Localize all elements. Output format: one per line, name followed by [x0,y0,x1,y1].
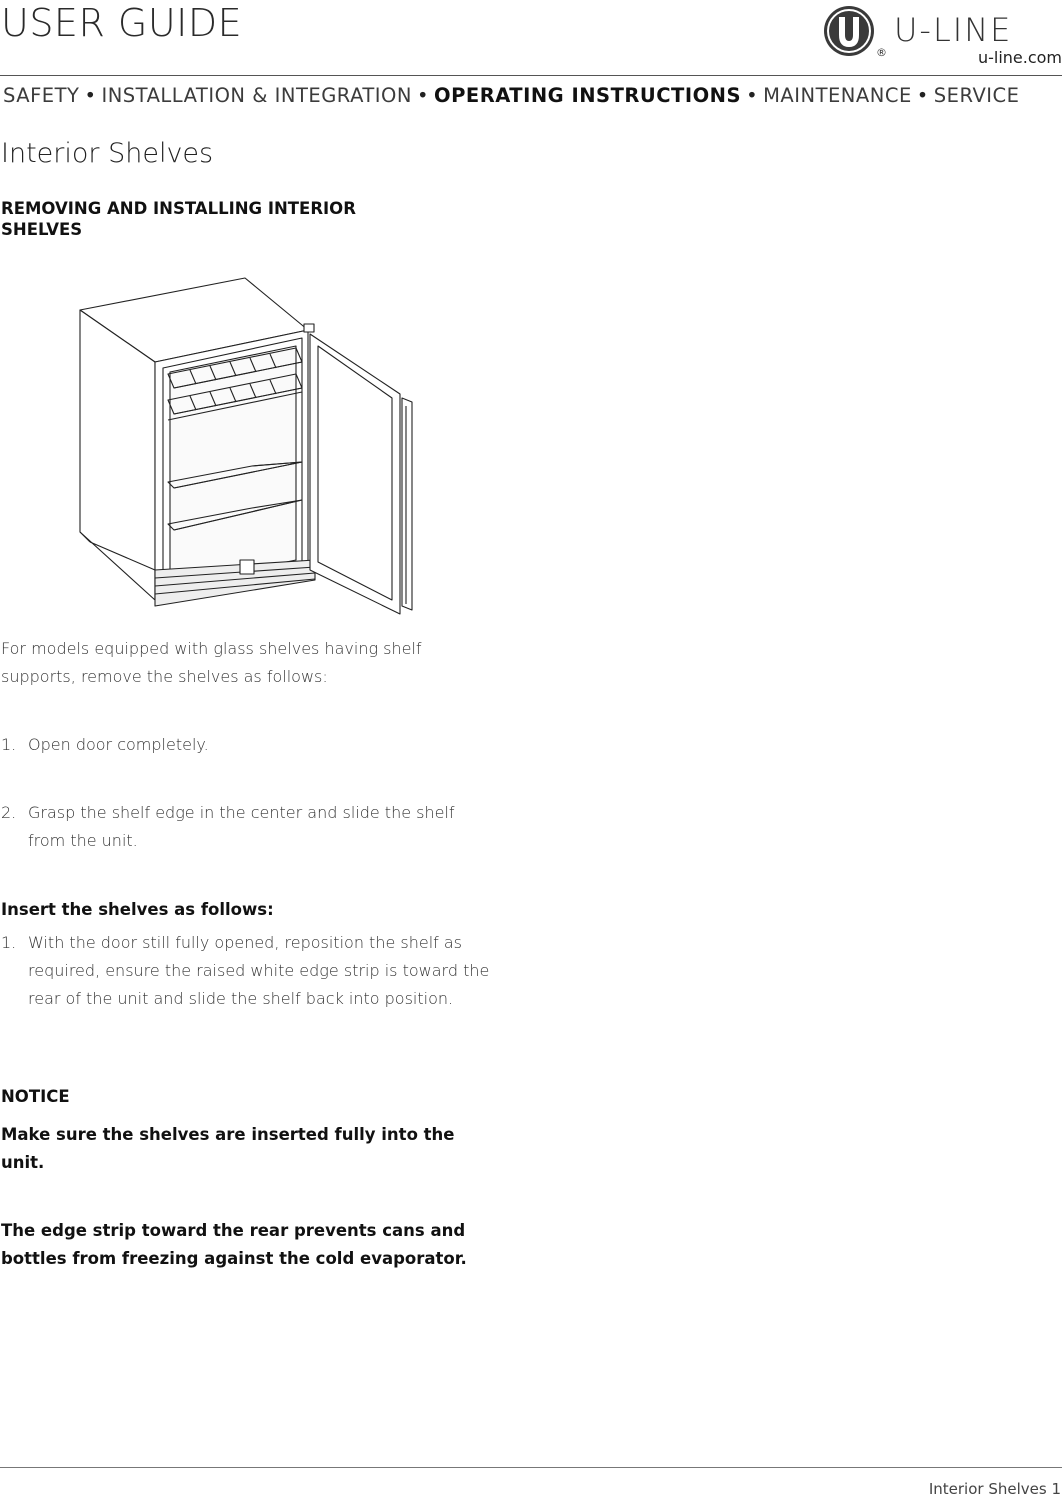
u-line-logo-icon [822,2,884,64]
page-heading: Interior Shelves [1,138,214,169]
step-text: Grasp the shelf edge in the center and slide the shelf from the unit. [28,803,455,850]
footer-divider [0,1467,1062,1468]
nav-item-installation: INSTALLATION & INTEGRATION [101,84,412,107]
brand-block [822,2,1062,68]
nav-separator: • [746,84,759,107]
notice-text: The edge strip toward the rear prevents cans and bottles from freezing against the cold evaporator. [1,1221,467,1268]
nav-item-operating-instructions: OPERATING INSTRUCTIONS [434,84,742,107]
section-subheading: REMOVING AND INSTALLING INTERIOR SHELVES [1,199,356,239]
insert-step-1 [1,929,491,1013]
nav-separator: • [84,84,97,107]
notice-heading: NOTICE [1,1087,70,1106]
brand-url: u-line.com [977,48,1062,67]
insert-heading: Insert the shelves as follows: [1,900,274,919]
page-footer-label: Interior Shelves 1 [928,1480,1061,1498]
registered-mark: ® [876,46,887,59]
step-text: Open door completely. [28,735,209,754]
step-number: 1. [1,735,17,754]
notice-text: Make sure the shelves are inserted fully into the unit. [1,1125,455,1172]
header-divider [0,75,1062,76]
brand-wordmark: U-LINE [894,11,1013,49]
nav-item-service: SERVICE [933,84,1020,107]
remove-step-1 [1,731,491,759]
section-nav [3,84,1061,108]
intro-paragraph: For models equipped with glass shelves having shelf supports, remove the shelves as follows: [1,639,422,686]
step-number: 2. [1,803,17,822]
nav-separator: • [916,84,929,107]
remove-step-2 [1,799,491,855]
nav-separator: • [417,84,430,107]
document-title: USER GUIDE [1,1,243,45]
step-number: 1. [1,933,17,952]
nav-item-safety: SAFETY [3,84,80,107]
step-text: With the door still fully opened, reposition the shelf as required, ensure the raised white edge strip is toward the rear of the unit and slide the shelf back into position. [28,933,490,1008]
nav-item-maintenance: MAINTENANCE [763,84,912,107]
refrigerator-illustration [70,270,450,620]
